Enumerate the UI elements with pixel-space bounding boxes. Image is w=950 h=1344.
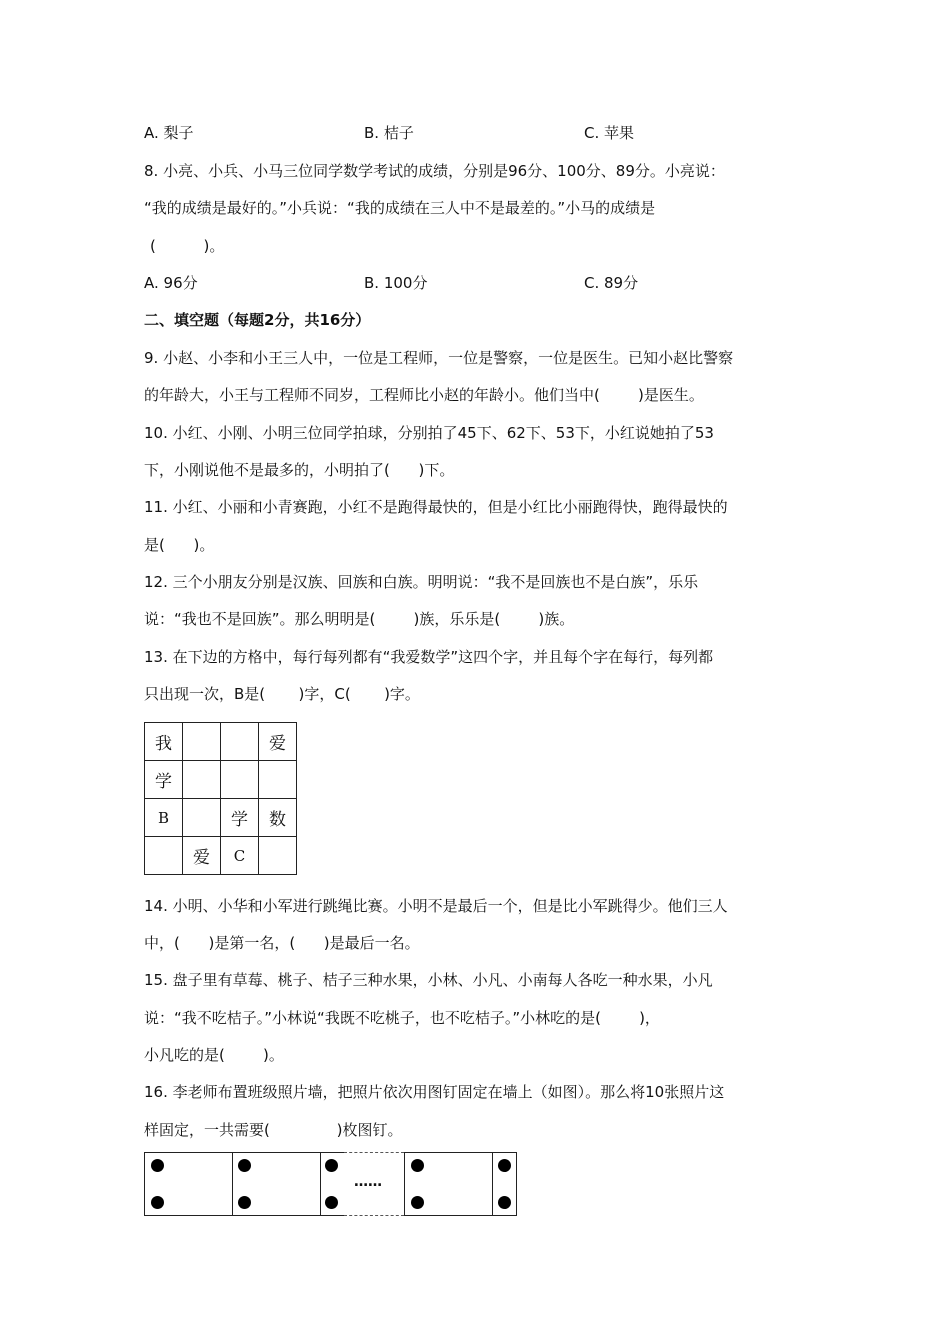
grid-cell <box>259 761 297 799</box>
grid-cell: 我 <box>145 723 183 761</box>
pin-icon <box>498 1159 511 1172</box>
pin-icon <box>325 1159 338 1172</box>
pin-icon <box>238 1196 251 1209</box>
q13-line-1: 13. 在下边的方格中，每行每列都有“我爱数学”这四个字，并且每个字在每行，每列都 <box>144 648 714 666</box>
grid-cell <box>183 761 221 799</box>
q7-option-a: A. 梨子 <box>144 124 194 142</box>
ellipsis: …… <box>354 1174 382 1190</box>
grid-cell: 爱 <box>183 837 221 875</box>
grid-cell <box>183 723 221 761</box>
q8-option-c: C. 89分 <box>584 274 639 292</box>
grid-cell <box>145 837 183 875</box>
pin-icon <box>411 1159 424 1172</box>
pin-icon <box>325 1196 338 1209</box>
grid-cell: 爱 <box>259 723 297 761</box>
q16-line-2: 样固定，一共需要( )枚图钉。 <box>144 1121 403 1139</box>
q7-option-c: C. 苹果 <box>584 124 635 142</box>
q14-line-1: 14. 小明、小华和小军进行跳绳比赛。小明不是最后一个，但是比小军跳得少。他们三人 <box>144 897 728 915</box>
q11-line-2: 是( )。 <box>144 536 215 554</box>
q15-line-2: 说：“我不吃桔子。”小林说“我既不吃桃子，也不吃桔子。”小林吃的是( )， <box>144 1009 660 1027</box>
grid-cell <box>221 761 259 799</box>
pin-icon <box>411 1196 424 1209</box>
q8-line-3: ( )。 <box>150 237 225 255</box>
grid-cell-b: B <box>145 799 183 837</box>
q14-line-2: 中，( )是第一名，( )是最后一名。 <box>144 934 420 952</box>
q11-line-1: 11. 小红、小丽和小青赛跑，小红不是跑得最快的，但是小红比小丽跑得快，跑得最快的 <box>144 498 728 516</box>
pin-icon <box>151 1159 164 1172</box>
q9-line-1: 9. 小赵、小李和小王三人中，一位是工程师，一位是警察，一位是医生。已知小赵比警察 <box>144 349 734 367</box>
q15-line-1: 15. 盘子里有草莓、桃子、桔子三种水果，小林、小凡、小南每人各吃一种水果，小凡 <box>144 971 713 989</box>
section-2-title: 二、填空题（每题2分，共16分） <box>144 311 371 329</box>
q7-option-b: B. 桔子 <box>364 124 414 142</box>
grid-cell <box>259 837 297 875</box>
q15-line-3: 小凡吃的是( )。 <box>144 1046 284 1064</box>
pin-icon <box>151 1196 164 1209</box>
q8-option-a: A. 96分 <box>144 274 198 292</box>
word-grid <box>144 722 297 875</box>
grid-cell: 学 <box>221 799 259 837</box>
q16-line-1: 16. 李老师布置班级照片墙，把照片依次用图钉固定在墙上（如图）。那么将10张照片这 <box>144 1083 725 1101</box>
q12-line-2: 说：“我也不是回族”。那么明明是( )族，乐乐是( )族。 <box>144 610 575 628</box>
q9-line-2: 的年龄大，小王与工程师不同岁，工程师比小赵的年龄小。他们当中( )是医生。 <box>144 386 704 404</box>
grid-cell: 学 <box>145 761 183 799</box>
q10-line-2: 下，小刚说他不是最多的，小明拍了( )下。 <box>144 461 455 479</box>
grid-cell: 数 <box>259 799 297 837</box>
q10-line-1: 10. 小红、小刚、小明三位同学拍球，分别拍了45下、62下、53下，小红说她拍了53 <box>144 424 714 442</box>
pin-icon <box>238 1159 251 1172</box>
q8-line-1: 8. 小亮、小兵、小马三位同学数学考试的成绩，分别是96分、100分、89分。小亮说： <box>144 162 725 180</box>
q12-line-1: 12. 三个小朋友分别是汉族、回族和白族。明明说：“我不是回族也不是白族”，乐乐 <box>144 573 699 591</box>
q8-line-2: “我的成绩是最好的。”小兵说：“我的成绩在三人中不是最差的。”小马的成绩是 <box>144 199 656 217</box>
grid-cell <box>183 799 221 837</box>
grid-cell-c: C <box>221 837 259 875</box>
q8-option-b: B. 100分 <box>364 274 428 292</box>
q13-line-2: 只出现一次，B是( )字，C( )字。 <box>144 685 420 703</box>
photo-wall-diagram <box>144 1152 517 1216</box>
grid-cell <box>221 723 259 761</box>
pin-icon <box>498 1196 511 1209</box>
